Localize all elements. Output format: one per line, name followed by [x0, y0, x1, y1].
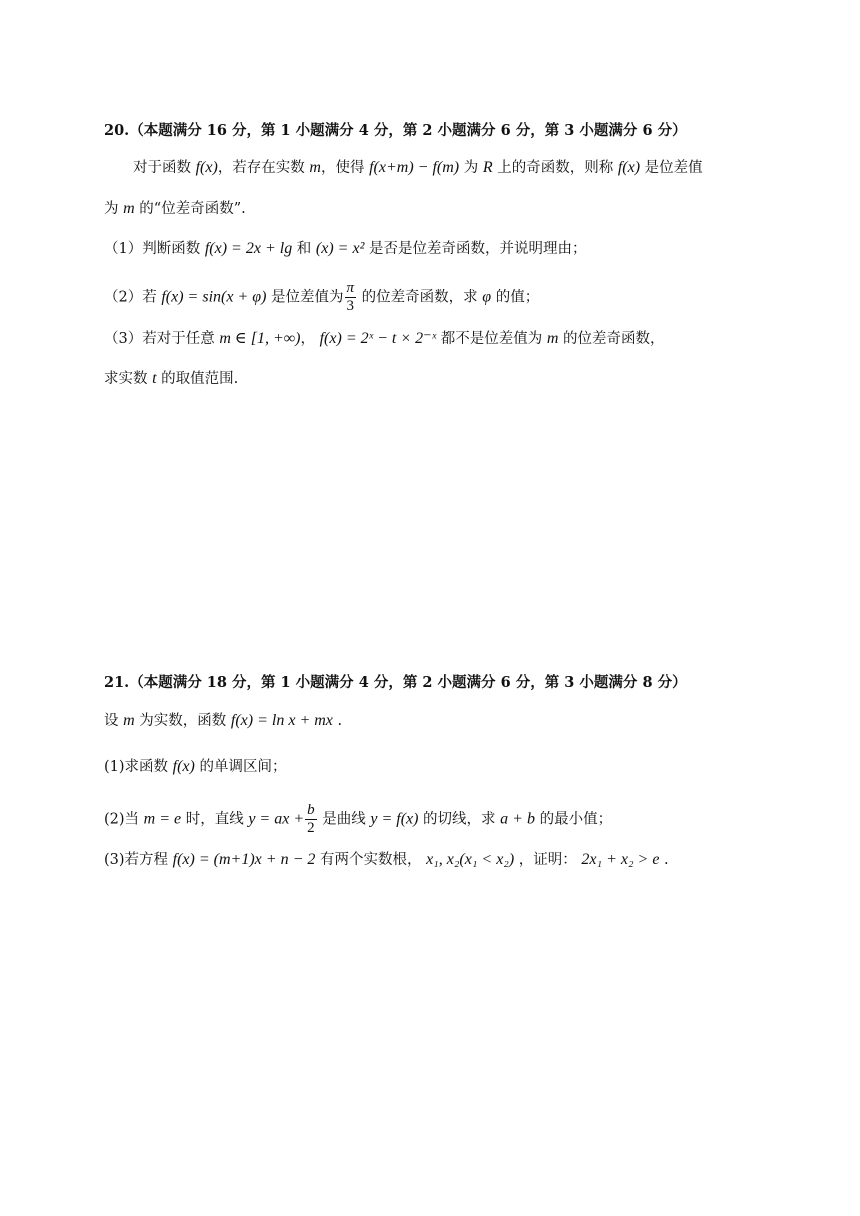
q20-part3-line2: 求实数 t 的取值范围.	[104, 370, 239, 387]
math-fx-def: f(x) = 2x + lg	[204, 240, 293, 257]
math-gx-def: (x) = x²	[315, 240, 365, 257]
math-fx-exp: f(x) = 2ˣ − t × 2⁻ˣ	[319, 330, 437, 347]
math-roots: x₁, x₂(x₁ < x₂)	[426, 851, 515, 868]
math-m: m	[123, 712, 135, 729]
q21-part1: (1)求函数 f(x) 的单调区间；	[104, 758, 287, 775]
q21-part2: (2)当 m = e 时，直线 y = ax + $\frac{b}{2}$ 是曲线 y = f(x) 的切线，求 a + b 的最小值；	[104, 802, 613, 836]
math-R: R	[482, 159, 493, 176]
q20-title: 20.（本题满分 16 分，第 1 小题满分 4 分，第 2 小题满分 6 分，第 3 小题满分 6 分）	[104, 122, 687, 139]
math-curve: y = f(x)	[370, 810, 419, 828]
math-m: m	[123, 200, 135, 217]
fraction-pi-over-3: $\frac{\pi}{3}$	[346, 280, 355, 314]
math-a-plus-b: a + b	[500, 810, 535, 828]
math-fx-ln: f(x) = ln x + mx	[230, 712, 333, 729]
math-t: t	[152, 370, 157, 387]
math-fx-sin: f(x) = sin(x + φ)	[161, 288, 267, 306]
q21-intro: 设 m 为实数，函数 f(x) = ln x + mx .	[104, 712, 343, 729]
fraction-b-over-2: $\frac{b}{2}$	[307, 802, 315, 836]
math-fx: f(x)	[617, 159, 641, 176]
q21-part3: (3)若方程 f(x) = (m+1)x + n − 2 有两个实数根， x₁, x₂(x₁ < x₂) ，证明： 2x₁ + x₂ > e .	[104, 851, 669, 868]
q21-title: 21.（本题满分 18 分，第 1 小题满分 4 分，第 2 小题满分 6 分，第 3 小题满分 8 分）	[104, 674, 687, 691]
math-equation: f(x) = (m+1)x + n − 2	[172, 851, 316, 868]
math-inequality: 2x₁ + x₂ > e	[581, 851, 660, 868]
q20-part2: （2）若 f(x) = sin(x + φ) 是位差值为 $\frac{\pi}{3}$ 的位差奇函数，求 φ 的值；	[104, 280, 540, 314]
math-fx: f(x)	[172, 758, 195, 775]
q20-intro-line2: 为 m 的“位差奇函数”.	[104, 200, 246, 217]
q20-part3-line1: （3）若对于任意 m ∈ [1, +∞)， f(x) = 2ˣ − t × 2⁻ˣ 都不是位差值为 m 的位差奇函数，	[104, 330, 665, 347]
math-m-eq-e: m = e	[143, 810, 182, 828]
math-expr: f(x+m) − f(m)	[369, 159, 460, 176]
math-m: m	[546, 330, 559, 347]
q20-part1: （1）判断函数 f(x) = 2x + lg 和 (x) = x² 是否是位差奇函数，并说明理由；	[104, 240, 587, 257]
q20-intro-line1: 对于函数 f(x)，若存在实数 m，使得 f(x+m) − f(m) 为 R 上的奇函数，则称 f(x) 是位差值	[133, 159, 703, 176]
math-line: y = ax +	[248, 810, 305, 828]
math-phi: φ	[482, 288, 492, 306]
math-m-range: m ∈ [1, +∞)	[219, 330, 301, 347]
math-m: m	[309, 159, 321, 176]
math-fx: f(x)	[195, 159, 218, 176]
